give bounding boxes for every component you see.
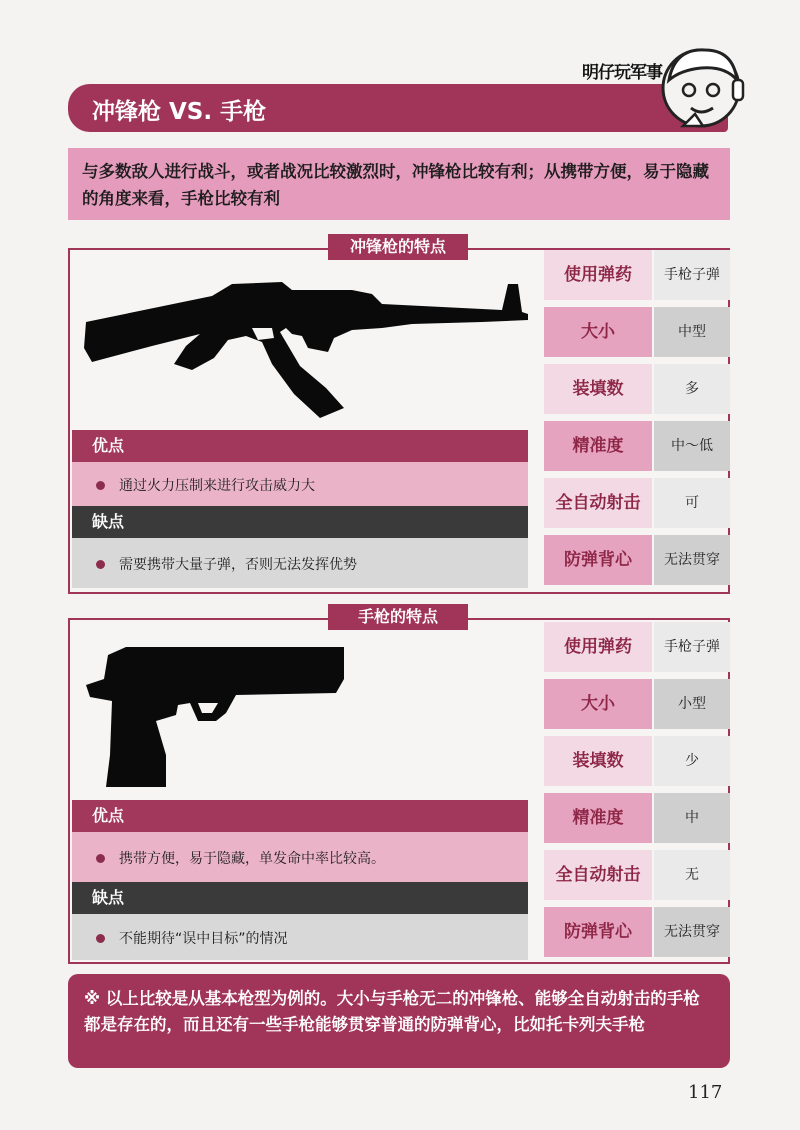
spec-row xyxy=(544,364,730,414)
smg-cons-header: 缺点 xyxy=(72,506,528,538)
brand-logo: 明仔玩军事 xyxy=(582,63,662,83)
spec-value: 中～低 xyxy=(654,421,730,471)
spec-row xyxy=(544,307,730,357)
pistol-section-title: 手枪的特点 xyxy=(328,604,468,630)
smg-cons-body xyxy=(72,538,528,588)
spec-value: 可 xyxy=(654,478,730,528)
spec-key: 防弹背心 xyxy=(544,907,652,957)
pistol-con-item xyxy=(96,928,288,948)
spec-row xyxy=(544,907,730,957)
rifle-silhouette-icon xyxy=(82,268,532,418)
smg-section-title: 冲锋枪的特点 xyxy=(328,234,468,260)
page-number: 117 xyxy=(688,1082,723,1103)
pistol-cons-header: 缺点 xyxy=(72,882,528,914)
smg-pros-body xyxy=(72,462,528,506)
smg-pros-header: 优点 xyxy=(72,430,528,462)
header-bar xyxy=(68,84,728,132)
intro-text: 与多数敌人进行战斗，或者战况比较激烈时，冲锋枪比较有利；从携带方便，易于隐藏的角度来看，手枪比较有利 xyxy=(68,148,730,220)
spec-row xyxy=(544,736,730,786)
pistol-pros-header: 优点 xyxy=(72,800,528,832)
spec-key: 精准度 xyxy=(544,793,652,843)
pistol-pro-item xyxy=(96,848,385,868)
spec-value: 中 xyxy=(654,793,730,843)
pistol-pro-text: 携带方便，易于隐藏，单发命中率比较高。 xyxy=(119,851,385,867)
spec-row xyxy=(544,421,730,471)
spec-key: 全自动射击 xyxy=(544,478,652,528)
spec-key: 大小 xyxy=(544,679,652,729)
bullet-icon xyxy=(96,934,105,943)
pistol-silhouette-icon xyxy=(86,645,348,795)
spec-key: 使用弹药 xyxy=(544,622,652,672)
spec-key: 装填数 xyxy=(544,736,652,786)
bullet-icon xyxy=(96,854,105,863)
pistol-pros-body xyxy=(72,832,528,882)
smg-con-item xyxy=(96,554,357,574)
smg-pro-item xyxy=(96,475,315,495)
page-title: 冲锋枪 VS. 手枪 xyxy=(92,99,267,125)
spec-value: 无法贯穿 xyxy=(654,907,730,957)
spec-row xyxy=(544,679,730,729)
spec-value: 中型 xyxy=(654,307,730,357)
pistol-con-text: 不能期待“误中目标”的情况 xyxy=(119,931,288,947)
spec-key: 装填数 xyxy=(544,364,652,414)
mascot-icon xyxy=(655,40,747,140)
spec-key: 防弹背心 xyxy=(544,535,652,585)
footnote: ※ 以上比较是从基本枪型为例的。大小与手枪无二的冲锋枪、能够全自动射击的手枪都是存在的，而且还有一些手枪能够贯穿普通的防弹背心，比如托卡列夫手枪 xyxy=(68,974,730,1068)
pistol-cons-body xyxy=(72,914,528,960)
spec-row xyxy=(544,250,730,300)
spec-row xyxy=(544,535,730,585)
spec-value: 手枪子弹 xyxy=(654,250,730,300)
spec-key: 使用弹药 xyxy=(544,250,652,300)
spec-key: 大小 xyxy=(544,307,652,357)
spec-row xyxy=(544,793,730,843)
spec-row xyxy=(544,622,730,672)
spec-value: 少 xyxy=(654,736,730,786)
spec-row xyxy=(544,478,730,528)
spec-row xyxy=(544,850,730,900)
spec-value: 手枪子弹 xyxy=(654,622,730,672)
smg-con-text: 需要携带大量子弹，否则无法发挥优势 xyxy=(119,557,357,573)
bullet-icon xyxy=(96,560,105,569)
spec-value: 小型 xyxy=(654,679,730,729)
spec-value: 无 xyxy=(654,850,730,900)
spec-key: 精准度 xyxy=(544,421,652,471)
spec-value: 无法贯穿 xyxy=(654,535,730,585)
spec-value: 多 xyxy=(654,364,730,414)
spec-key: 全自动射击 xyxy=(544,850,652,900)
bullet-icon xyxy=(96,481,105,490)
smg-pro-text: 通过火力压制来进行攻击威力大 xyxy=(119,478,315,494)
